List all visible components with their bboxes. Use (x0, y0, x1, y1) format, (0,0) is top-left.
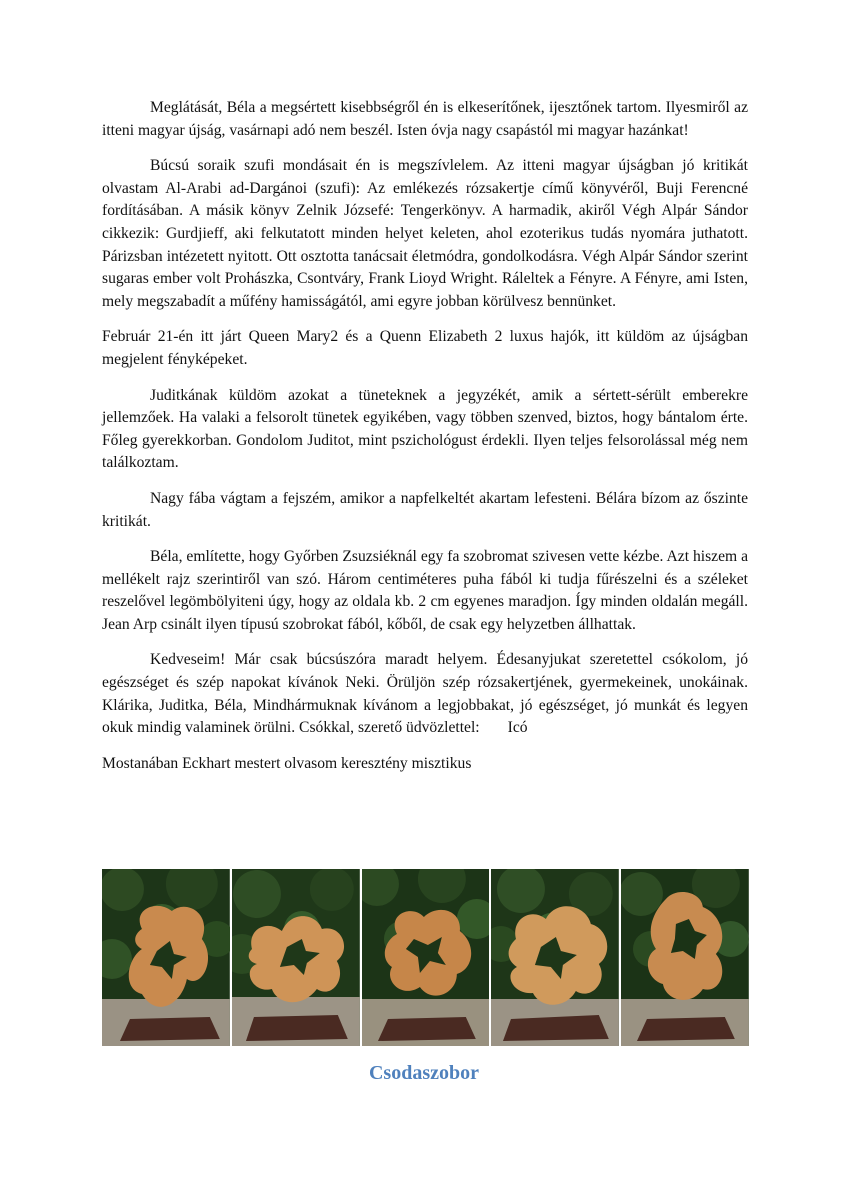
signature: Icó (507, 719, 528, 737)
paragraph-7 (102, 649, 748, 739)
sculpture-photo-1 (102, 869, 230, 1046)
paragraph-5: Nagy fába vágtam a fejszém, amikor a napfelkeltét akartam lefesteni. Bélára bízom az őszinte kritikát. (102, 489, 748, 530)
closing-text: Kedveseim! Már csak búcsúszóra maradt helyem. Édesanyjukat szeretettel csókolom, jó egészséget és szép napokat kívánok Neki. Örüljön szép rózsakertjének, gyermekeinek, unokáinak. Klárika, Juditka, Béla, Mindhármuknak kívánom a legjobbakat, jó egészséget, jó munkát és legyen okuk mindig valaminek örülni. Csókkal, szerető üdvözlettel: (102, 651, 748, 737)
sculpture-photo-5 (621, 869, 749, 1046)
paragraph-3: Február 21-én itt járt Queen Mary2 és a Quenn Elizabeth 2 luxus hajók, itt küldöm az újságban megjelent fényképeket. (102, 328, 748, 368)
paragraph-2: Búcsú soraik szufi mondásait én is megszívlelem. Az itteni magyar újságban jó kritikát olvastam Al-Arabi ad-Dargánoi (szufi): Az emlékezés rózsakertje című könyvéről, Buji Ferencné fordításában. A másik könyv Zelnik Józsefé: Tengerkönyv. A harmadik, akiről Végh Alpár Sándor cikkezik: Gurdjieff, aki felkutatott minden helyet keleten, ahol ezoterikus tudás nyomára juthatott. Párizsban intézetett nyitott. Ott osztotta tanácsait életmódra, gondolkodásra. Végh Alpár Sándor szerint sugaras ember volt Prohászka, Csontváry, Frank Lioyd Wright. Ráleltek a Fényre. A Fényre, ami Isten, mely megszabadít a műfény hamisságától, ami egyre jobban körülvesz bennünket. (102, 157, 748, 310)
paragraph-4: Juditkának küldöm azokat a tüneteknek a jegyzékét, amik a sértett-sérült emberekre jellemzőek. Ha valaki a felsorolt tünetek egyikében, vagy többen szenved, biztos, hogy bántalom érte. Főleg gyerekkorban. Gondolom Juditot, mint pszichológust érdekli. Ilyen teljes felsorolással még nem találkoztam. (102, 386, 748, 472)
sculpture-photo-strip (102, 869, 749, 1046)
paragraph-1: Meglátását, Béla a megsértett kisebbségről én is elkeserítőnek, ijesztőnek tartom. Ilyesmiről az itteni magyar újság, vasárnapi adó nem beszél. Isten óvja nagy csapástól mi magyar hazánkat! (102, 99, 748, 139)
sculpture-photo-2 (232, 869, 360, 1046)
sculpture-photo-4 (491, 869, 619, 1046)
letter-body (102, 97, 748, 775)
sculpture-photo-3 (362, 869, 490, 1046)
postscript-line: Mostanában Eckhart mestert olvasom keresztény misztikus (102, 754, 472, 772)
paragraph-6: Béla, említette, hogy Győrben Zsuzsiéknál egy fa szobromat szivesen vette kézbe. Azt hiszem a mellékelt rajz szerintiről van szó. Három centiméteres puha fából ki tudja fűrészelni és a széleket reszelővel legömbölyiteni úgy, hogy az oldala kb. 2 cm egyenes maradjon. Így minden oldalán megáll. Jean Arp csinált ilyen típusú szobrokat fából, kőből, de csak egy helyzetben állhattak. (102, 548, 748, 633)
photo-caption: Csodaszobor (368, 1062, 479, 1084)
